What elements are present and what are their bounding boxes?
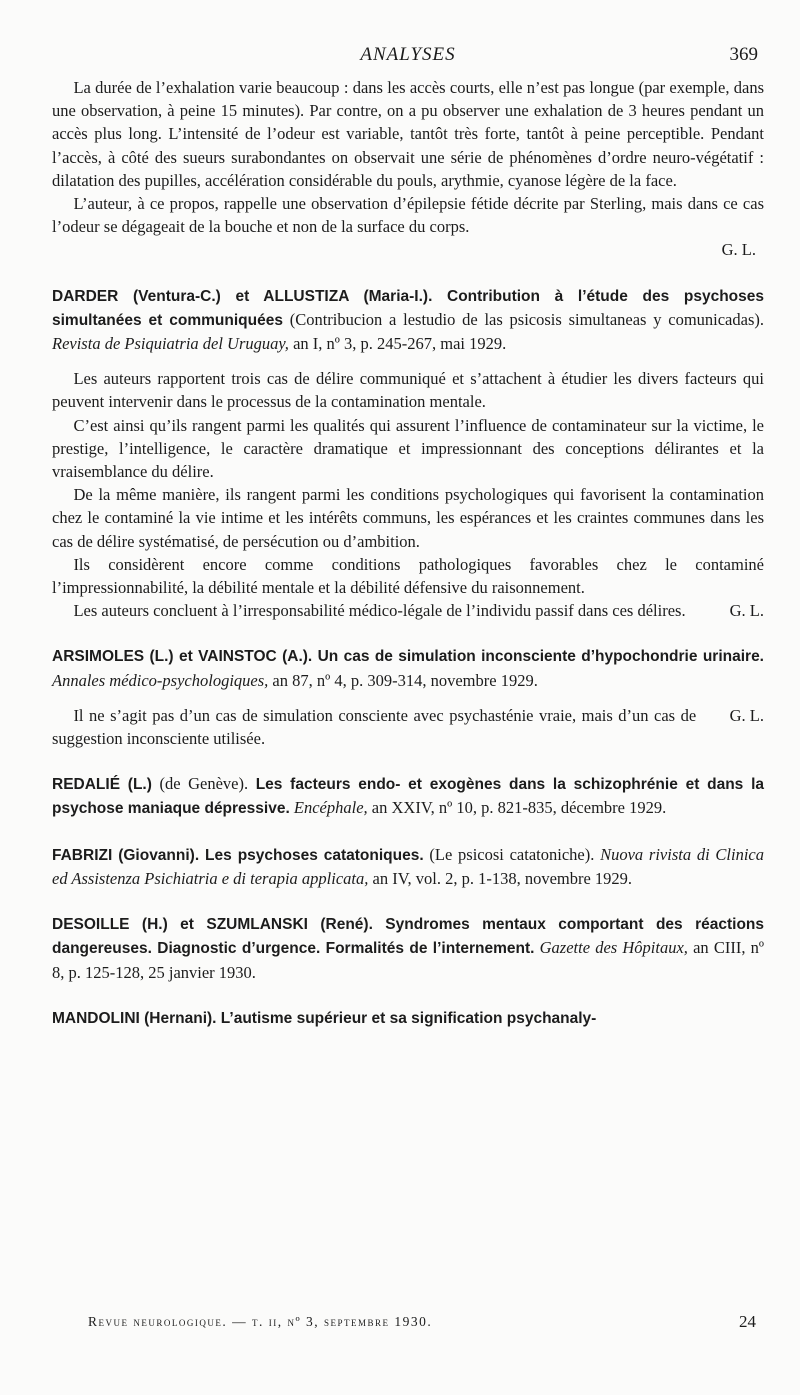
entry-citation [52, 843, 764, 890]
running-header [52, 44, 764, 68]
entry-reference: an CIII, nº 8, p. 125-128, 25 janvier 1930. [52, 938, 764, 982]
entry-authors-title: MANDOLINI (Hernani). L’autisme supérieur et sa signification psychanaly- [52, 1009, 597, 1027]
entry-authors-title: ARSIMOLES (L.) et VAINSTOC (A.). Un cas de simulation inconsciente d’hypochondrie urinaire. [52, 648, 764, 666]
entry-journal: Encéphale, [289, 798, 368, 818]
review-entry-redalie [52, 772, 764, 820]
entry-translation: (Contribucion a lestudio de las psicosis simultaneas y comunicadas). [282, 309, 764, 329]
entry-authors-title: FABRIZI (Giovanni). Les psychoses catatoniques. [52, 846, 424, 864]
paragraph-text: Les auteurs concluent à l’irresponsabilité médico-légale de l’individu passif dans ces délires. [73, 601, 686, 621]
entry-reference: an IV, vol. 2, p. 1-138, novembre 1929. [368, 868, 633, 888]
paragraph: L’auteur, à ce propos, rappelle une observation d’épilepsie fétide décrite par Sterling, mais dans ce cas l’odeur se dégageait de la bouche et non de la surface du corps. [52, 194, 764, 237]
signature: G. L. [721, 240, 756, 260]
continued-review [52, 76, 764, 262]
entry-citation [52, 912, 764, 984]
paragraph-text: Il ne s’agit pas d’un cas de simulation consciente avec psychasténie vraie, mais d’un cas de suggestion inconsciente utilisée. [52, 705, 697, 749]
paragraph: C’est ainsi qu’ils rangent parmi les qualités qui assurent l’influence de contaminateur sur la victime, le prestige, l’intelligence, le caractère dramatique et impressionnant des conceptions délirantes et la vraisemblance du délire. [52, 415, 764, 482]
entry-authors-title: DARDER (Ventura-C.) et ALLUSTIZA (Maria-I.). Contribution à l’étude des psychoses simultanées et communiquées [52, 287, 764, 329]
entry-citation [52, 644, 764, 691]
review-entry-arsimoles [52, 644, 764, 750]
header-title: ANALYSES [360, 44, 456, 65]
entry-journal: Gazette des Hôpitaux, [534, 938, 688, 958]
entry-translation: (Le psicosi catatoniche). [423, 844, 601, 864]
review-entry-fabrizi [52, 843, 764, 890]
paragraph: De la même manière, ils rangent parmi les conditions psychologiques qui favorisent la contamination chez le contaminé la vie intime et les intérêts communs, les espérances et les craintes communes dans les cas de délire systématisé, de persécution ou d’ambition. [52, 485, 764, 551]
entry-author: REDALIÉ (L.) [52, 776, 152, 794]
entry-location: (de Genève). [151, 774, 256, 794]
footer-page-number: 24 [739, 1312, 756, 1331]
entry-citation [52, 1006, 764, 1030]
footer-journal: Revue neurologique. — t. ii, nº 3, septembre 1930. [88, 1314, 433, 1329]
entry-journal: Nuova rivista di Clinica ed Assistenza Psichiatria e di terapia applicata, [52, 844, 764, 888]
entry-reference: an 87, nº 4, p. 309-314, novembre 1929. [268, 670, 538, 690]
entry-authors-title: DESOILLE (H.) et SZUMLANSKI (René). Syndromes mentaux comportant des réactions dangereuses. Diagnostic d’urgence. Formalités de l’internement. [52, 916, 764, 958]
signature: G. L. [729, 705, 764, 725]
entry-reference: an XXIV, nº 10, p. 821-835, décembre 1929. [367, 798, 667, 818]
paragraph [52, 704, 764, 750]
review-entry-mandolini [52, 1006, 764, 1030]
paragraph: La durée de l’exhalation varie beaucoup : dans les accès courts, elle n’est pas longue (par exemple, dans une observation, à peine 15 minutes). Par contre, on a pu observer une exhalation de 3 heures pendant un accès plus long. L’intensité de l’odeur est variable, tantôt très forte, tantôt à peine perceptible. Pendant l’accès, à côté des sueurs surabondantes on observait une série de phénomènes d’ordre neuro-végétatif : dilatation des pupilles, accélération considérable du pouls, arythmie, cyanose légère de la face. [52, 78, 764, 190]
entry-journal: Revista de Psiquiatria del Uruguay, [52, 334, 289, 354]
entry-reference: an I, nº 3, p. 245-267, mai 1929. [288, 334, 507, 354]
page-footer [88, 1314, 756, 1330]
review-entry-desoille [52, 912, 764, 984]
review-entry-darder [52, 284, 764, 623]
entry-title: Les facteurs endo- et exogènes dans la schizophrénie et dans la psychose maniaque dépressive. [52, 776, 764, 818]
article-body [52, 76, 764, 1030]
paragraph: Les auteurs rapportent trois cas de délire communiqué et s’attachent à étudier les divers facteurs qui peuvent intervenir dans le processus de la contamination mentale. [52, 369, 764, 412]
entry-citation [52, 772, 764, 820]
paragraph [52, 599, 764, 622]
paragraph: Ils considèrent encore comme conditions pathologiques favorables chez le contaminé l’impressionnabilité, la débilité mentale et la débilité défensive du raisonnement. [52, 554, 764, 598]
page-number: 369 [729, 44, 758, 65]
signature: G. L. [729, 601, 764, 621]
entry-citation [52, 284, 764, 356]
entry-journal: Annales médico-psychologiques, [52, 670, 269, 690]
